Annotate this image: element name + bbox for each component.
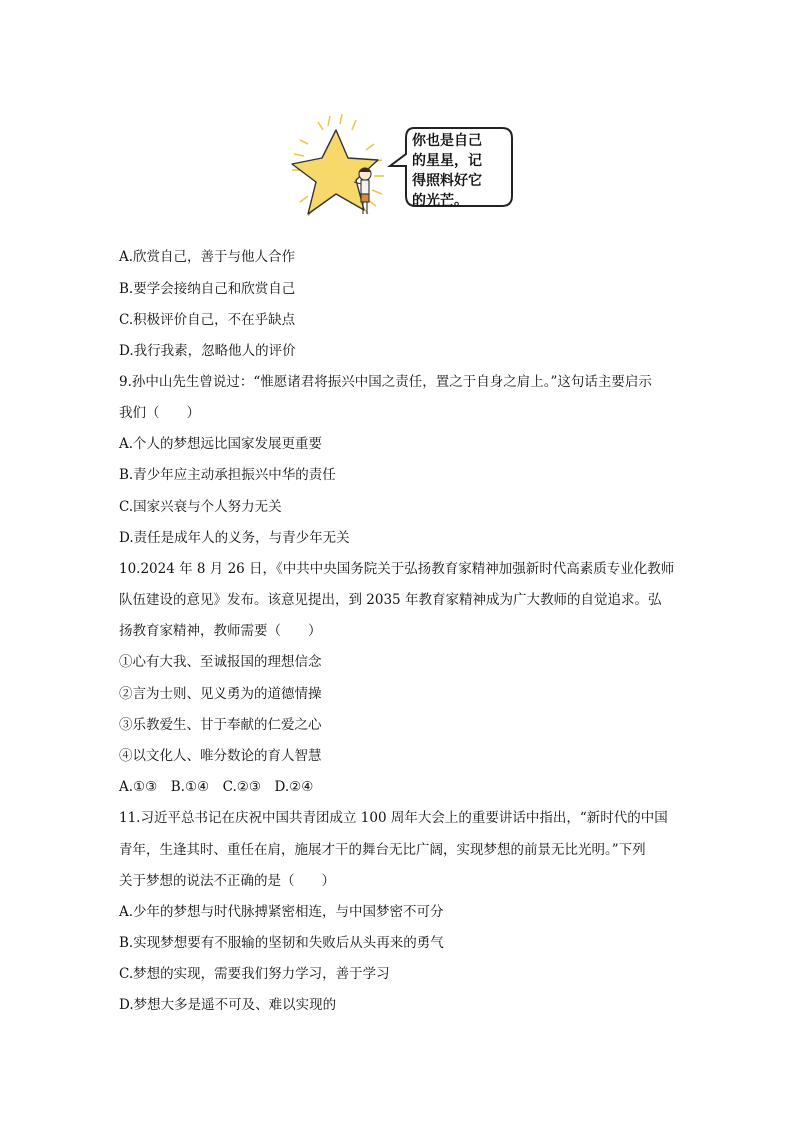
speech-bubble-text	[412, 131, 512, 211]
q9-stem-line-1: 9.孙中山先生曾说过：“惟愿诸君将振兴中国之责任，置之于自身之肩上。”这句话主要启示	[119, 374, 652, 390]
q11-stem-line-3: 关于梦想的说法不正确的是（ ）	[119, 873, 335, 889]
q9-option-d: D.责任是成年人的义务，与青少年无关	[119, 530, 350, 546]
q10-stem-line-3: 扬教育家精神，教师需要（ ）	[119, 623, 322, 639]
q8-option-d: D.我行我素，忽略他人的评价	[119, 343, 296, 359]
q10-stem-line-1: 10.2024 年 8 月 26 日，《中共中央国务院关于弘扬教育家精神加强新时代高素质专业化教师	[119, 561, 675, 577]
q10-statement-3: ③乐教爱生、甘于奉献的仁爱之心	[119, 717, 322, 733]
q11-stem-line-1: 11.习近平总书记在庆祝中国共青团成立 100 周年大会上的重要讲话中指出，“新时代的中国	[119, 810, 668, 826]
q8-option-c: C.积极评价自己，不在乎缺点	[119, 312, 296, 328]
speech-line: 的星星，记	[412, 153, 482, 169]
q8-option-a: A.欣赏自己，善于与他人合作	[119, 249, 296, 265]
q10-statement-4: ④以文化人、唯分数论的育人智慧	[119, 748, 322, 764]
speech-line: 你也是自己	[412, 133, 482, 149]
q11-stem-line-2: 青年，生逢其时、重任在肩，施展才干的舞台无比广阔，实现梦想的前景无比光明。”下列	[119, 842, 646, 858]
q11-option-a: A.少年的梦想与时代脉搏紧密相连，与中国梦密不可分	[119, 904, 444, 920]
q10-statement-1: ①心有大我、至诚报国的理想信念	[119, 654, 322, 670]
q11-option-c: C.梦想的实现，需要我们努力学习，善于学习	[119, 966, 390, 982]
q9-option-c: C.国家兴衰与个人努力无关	[119, 499, 282, 515]
speech-line: 得照料好它	[412, 173, 482, 189]
q11-option-d: D.梦想大多是遥不可及、难以实现的	[119, 997, 337, 1013]
q8-option-b: B.要学会接纳自己和欣赏自己	[119, 281, 296, 297]
q10-options: A.①③ B.①④ C.②③ D.②④	[119, 779, 314, 795]
q9-option-b: B.青少年应主动承担振兴中华的责任	[119, 467, 336, 483]
q11-option-b: B.实现梦想要有不服输的坚韧和失败后从头再来的勇气	[119, 935, 444, 951]
speech-line: 的光芒。	[412, 193, 468, 209]
q9-option-a: A.个人的梦想远比国家发展更重要	[119, 436, 323, 452]
q10-statement-2: ②言为士则、见义勇为的道德情操	[119, 686, 322, 702]
q9-stem-line-2: 我们（ ）	[119, 405, 200, 421]
q10-stem-line-2: 队伍建设的意见》发布。该意见提出，到 2035 年教育家精神成为广大教师的自觉追求。弘	[119, 592, 662, 608]
